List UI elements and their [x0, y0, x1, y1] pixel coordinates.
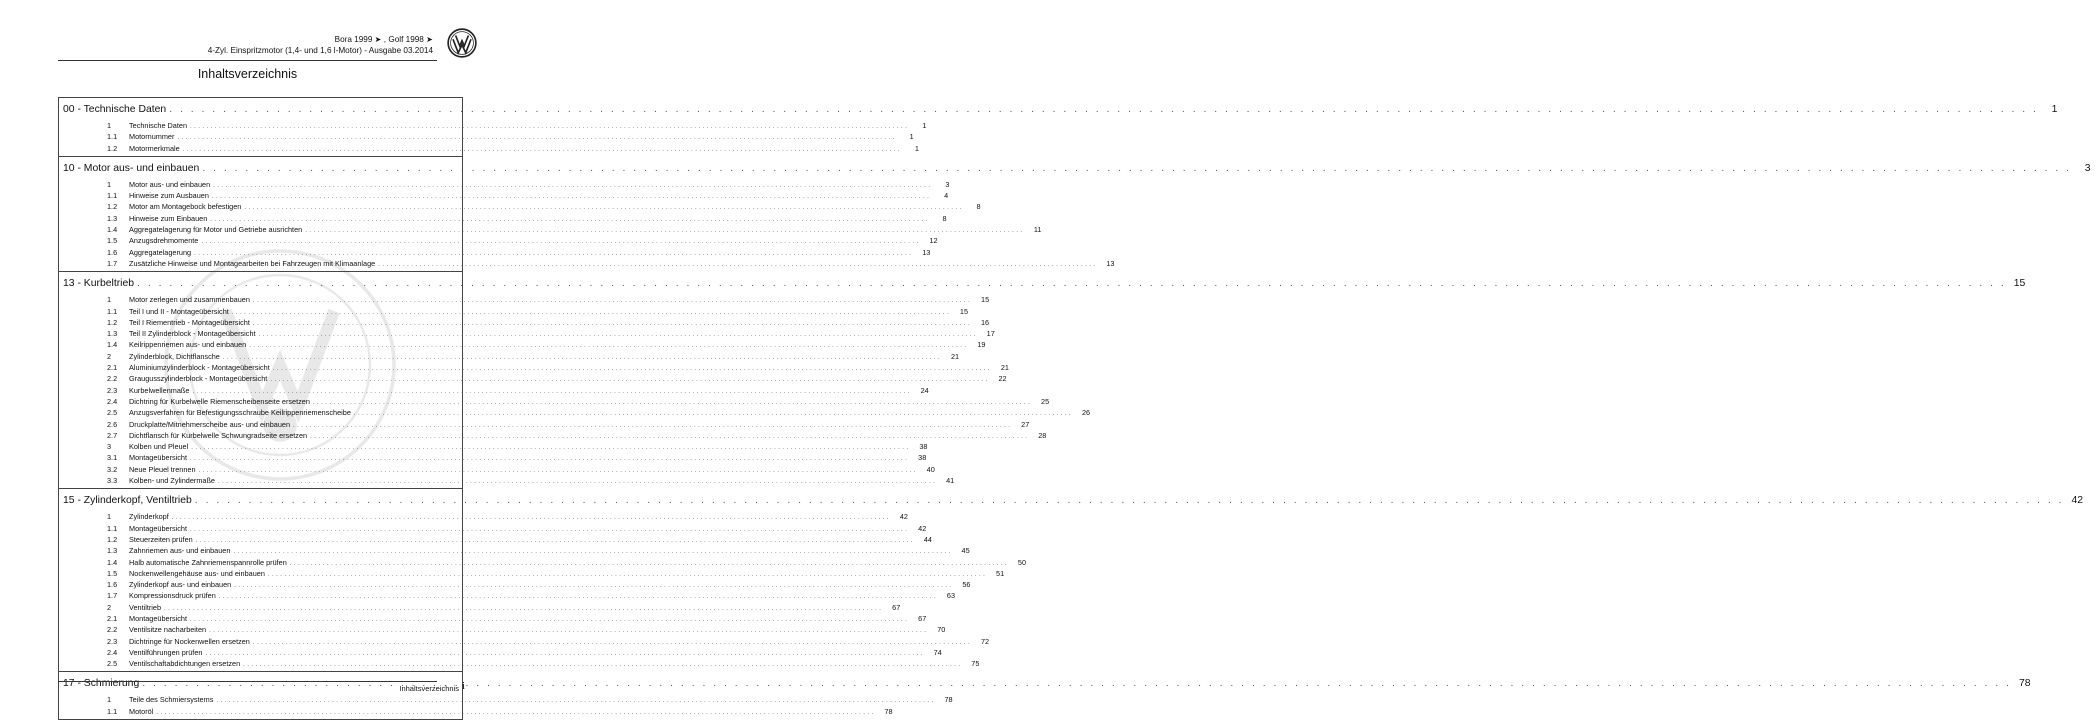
toc-entry-number: 2.4: [107, 647, 118, 657]
toc-section: [59, 489, 2084, 672]
toc-entry-number: 3.1: [107, 453, 118, 463]
toc-entry-title: Ventilsitze nacharbeiten: [129, 625, 207, 635]
toc-entry-title: Zylinderkopf: [129, 512, 169, 522]
toc-subentry[interactable]: [59, 557, 1027, 568]
toc-subentry[interactable]: [59, 247, 931, 258]
toc-entry-page: 1: [914, 143, 919, 153]
toc-section: [59, 157, 2091, 272]
toc-entry-page: 56: [962, 580, 971, 590]
toc-entry-page: 63: [946, 591, 956, 601]
toc-entry-page: 24: [920, 385, 929, 395]
dot-leader: [215, 477, 938, 488]
toc-entry-number: 1.3: [107, 329, 118, 339]
toc-entry-title: Dichtringe für Nockenwellen ersetzen: [129, 636, 250, 646]
toc-entry-number: 1.5: [107, 236, 118, 246]
toc-subentry[interactable]: [59, 534, 932, 545]
toc-entry-title: 13 - Kurbeltrieb: [63, 278, 135, 290]
toc-entry-title: Motor zerlegen und zusammenbauen: [129, 295, 250, 305]
header-info: [208, 34, 433, 56]
toc-entry-number: 2.1: [107, 363, 118, 373]
toc-entry-page: 67: [892, 602, 901, 612]
toc-subentry[interactable]: [59, 419, 1030, 430]
header-models: Bora 1999 ➤ , Golf 1998 ➤: [334, 35, 433, 44]
dot-leader: [134, 274, 2009, 294]
toc-entry-number: 1.6: [107, 580, 118, 590]
toc-subentry[interactable]: [59, 362, 1009, 373]
toc-entry-page: 1: [2051, 104, 2058, 115]
toc-chapter-entry[interactable]: [59, 602, 901, 613]
toc-entry-page: 42: [2071, 495, 2084, 507]
toc-entry-page: 38: [918, 453, 927, 463]
toc-entry-page: 25: [1041, 396, 1050, 406]
toc-subentry[interactable]: [59, 317, 990, 328]
toc-entry-title: Kompressionsdruck prüfen: [129, 591, 216, 601]
toc-entry-page: 50: [1017, 557, 1027, 567]
toc-entry-number: 3: [107, 442, 112, 452]
toc-entry-title: Kurbelwellenmaße: [129, 385, 190, 395]
toc-entry-title: Anzugsverfahren für Befestigungsschraube Keilrippenriemenscheibe: [129, 408, 351, 418]
toc-entry-page: 44: [923, 534, 932, 544]
toc-entry-title: Technische Daten: [129, 121, 188, 130]
toc-entry-page: 40: [926, 464, 935, 474]
toc-entry-page: 67: [918, 613, 927, 623]
toc-entry-title: Hinweise zum Ausbauen: [129, 191, 209, 201]
toc-entry-number: 1.2: [107, 534, 118, 544]
toc-entry-title: Aggregatelagerung: [129, 247, 192, 257]
toc-entry-page: 45: [961, 546, 970, 556]
toc-subentry[interactable]: [59, 452, 927, 463]
toc-entry-page: 15: [981, 295, 990, 305]
toc-entry-page: 4: [944, 191, 949, 201]
toc-subentry[interactable]: [59, 328, 995, 339]
toc-entry-number: 2.6: [107, 419, 118, 429]
toc-entry-number: 1.1: [107, 132, 118, 142]
toc-chapter-entry[interactable]: [59, 511, 908, 522]
toc-entry-number: 1.6: [107, 247, 118, 257]
toc-subentry[interactable]: [59, 624, 946, 635]
toc-entry-title: 10 - Motor aus- und einbauen: [63, 162, 200, 174]
toc-subentry[interactable]: [59, 201, 981, 212]
toc-subentry[interactable]: [59, 258, 1115, 269]
toc-subentry[interactable]: [59, 475, 955, 486]
toc-chapter-entry[interactable]: [59, 120, 927, 131]
toc-entry-page: 75: [971, 659, 980, 669]
toc-entry-title: Kolben- und Zylindermaße: [129, 476, 215, 486]
toc-entry-number: 1.7: [107, 258, 118, 268]
toc-entry-page: 17: [986, 329, 995, 339]
toc-chapter-entry[interactable]: [59, 294, 990, 305]
toc-section: [59, 98, 2058, 157]
toc-entry-number: 2.2: [107, 625, 118, 635]
toc-entry-page: 74: [933, 647, 942, 657]
toc-entry-title: Zahnriemen aus- und einbauen: [129, 546, 231, 556]
toc-entry-title: Keilrippenriemen aus- und einbauen: [129, 340, 247, 350]
dot-leader: [192, 491, 2067, 511]
toc-entry-page: 3: [2084, 162, 2091, 174]
toc-chapter-entry[interactable]: [59, 441, 928, 452]
toc-entry-title: Montageübersicht: [129, 613, 188, 623]
toc-entry-page: 12: [929, 236, 938, 246]
toc-entry-number: 1.4: [107, 557, 118, 567]
toc-entry-title: Motoröl: [129, 706, 154, 716]
toc-entry-number: 1.3: [107, 213, 118, 223]
toc-subentry[interactable]: [59, 235, 938, 246]
toc-entry-title: Teile des Schmiersystems: [129, 695, 214, 705]
toc-table: [58, 97, 2091, 720]
toc-entry-title: Ventilschaftabdichtungen ersetzen: [129, 659, 241, 669]
toc-entry-title: Druckplatte/Mitnehmerscheibe aus- und einbauen: [129, 419, 291, 429]
toc-entry-page: 72: [981, 636, 990, 646]
toc-entry-number: 1: [107, 512, 112, 522]
toc-section-heading[interactable]: [59, 159, 2091, 179]
toc-entry-number: 1.4: [107, 340, 118, 350]
toc-entry-page: 42: [899, 512, 908, 522]
toc-subentry[interactable]: [59, 407, 1091, 418]
toc-subentry[interactable]: [59, 590, 956, 601]
toc-entry-page: 1: [922, 121, 927, 130]
toc-entry-title: Teil I Riementrieb - Montageübersicht: [129, 317, 250, 327]
toc-entry-page: 13: [922, 247, 931, 257]
toc-entry-page: 78: [2018, 678, 2031, 690]
toc-entry-title: 17 - Schmierung: [63, 678, 140, 690]
toc-subentry[interactable]: [59, 658, 980, 669]
toc-entry-number: 2.3: [107, 636, 118, 646]
toc-entry-number: 1: [107, 179, 112, 189]
toc-entry-title: Aggregatelagerung für Motor und Getriebe ausrichten: [129, 225, 303, 235]
toc-subentry[interactable]: [59, 190, 949, 201]
page-title: Inhaltsverzeichnis: [197, 67, 298, 81]
toc-entry-page: 21: [950, 351, 960, 361]
toc-subentry[interactable]: [59, 131, 914, 142]
header-divider: [58, 60, 437, 61]
toc-entry-page: 21: [1000, 363, 1009, 373]
toc-entry-number: 2.3: [107, 385, 118, 395]
toc-subentry[interactable]: [59, 636, 990, 647]
toc-entry-title: Nockenwellengehäuse aus- und einbauen: [129, 568, 265, 578]
toc-chapter-entry[interactable]: [59, 694, 953, 705]
toc-entry-number: 2.7: [107, 430, 118, 440]
toc-entry-title: Steuerzeiten prüfen: [129, 534, 193, 544]
toc-entry-page: 16: [980, 317, 990, 327]
toc-entry-title: Motornummer: [129, 132, 175, 142]
toc-subentry[interactable]: [59, 396, 1050, 407]
toc-subentry[interactable]: [59, 385, 929, 396]
toc-entry-number: 1.2: [107, 143, 118, 153]
toc-subentry[interactable]: [59, 373, 1007, 384]
toc-subentry[interactable]: [59, 213, 947, 224]
toc-subentry[interactable]: [59, 647, 942, 658]
vw-logo-icon: [447, 28, 477, 58]
toc-entry-page: 26: [1082, 408, 1091, 418]
toc-entry-title: Montageübersicht: [129, 453, 188, 463]
toc-entry-number: 1: [107, 121, 112, 130]
toc-entry-page: 41: [946, 476, 955, 486]
toc-entry-title: Montageübersicht: [129, 523, 188, 533]
toc-entry-title: Hinweise zum Einbauen: [129, 213, 208, 223]
toc-entry-title: Kolben und Pleuel: [129, 442, 189, 452]
toc-entry-title: Motormerkmale: [129, 143, 180, 153]
toc-entry-title: Teil II Zylinderblock - Montageübersicht: [129, 329, 256, 339]
toc-entry-title: Dichtring für Kurbelwelle Riemenscheibenseite ersetzen: [129, 396, 310, 406]
dot-leader: [375, 260, 1098, 271]
toc-entry-number: 1: [107, 295, 112, 305]
toc-entry-title: Ventilführungen prüfen: [129, 647, 203, 657]
toc-entry-number: 2.2: [107, 374, 118, 384]
toc-section-heading[interactable]: [59, 100, 2058, 120]
toc-entry-page: 70: [937, 625, 946, 635]
toc-entry-page: 19: [977, 340, 986, 350]
toc-subentry[interactable]: [59, 579, 971, 590]
toc-entry-number: 3.3: [107, 476, 118, 486]
toc-entry-title: Anzugsdrehmomente: [129, 236, 199, 246]
toc-entry-title: Aluminiumzylinderblock - Montageübersicht: [129, 363, 270, 373]
toc-entry-number: 2.1: [107, 613, 118, 623]
toc-entry-page: 78: [884, 706, 893, 716]
toc-section: [59, 272, 2026, 489]
toc-entry-page: 15: [959, 306, 969, 316]
toc-entry-page: 38: [919, 442, 928, 452]
toc-subentry[interactable]: [59, 430, 1047, 441]
toc-entry-number: 2: [107, 351, 112, 361]
toc-entry-page: 22: [998, 374, 1007, 384]
toc-section-heading[interactable]: [59, 274, 2026, 294]
toc-subentry[interactable]: [59, 306, 969, 317]
toc-entry-number: 2: [107, 602, 112, 612]
toc-entry-number: 1.2: [107, 317, 118, 327]
toc-entry-page: 28: [1038, 430, 1047, 440]
toc-entry-page: 11: [1033, 225, 1042, 235]
toc-section: [59, 672, 2031, 719]
toc-subentry[interactable]: [59, 464, 935, 475]
toc-entry-number: 1.1: [107, 706, 118, 716]
dot-leader: [199, 159, 2074, 179]
toc-entry-title: Motor am Montagebock befestigen: [129, 202, 242, 212]
header-engine: 4-Zyl. Einspritzmotor (1,4- und 1,6 l-Motor) - Ausgabe 03.2014: [207, 46, 433, 55]
dot-leader: [180, 145, 903, 156]
toc-entry-number: 1.3: [107, 546, 118, 556]
toc-entry-number: 2.4: [107, 396, 118, 406]
toc-entry-title: Zusätzliche Hinweise und Montagearbeiten bei Fahrzeugen mit Klimaanlage: [129, 258, 376, 268]
toc-entry-page: 8: [942, 213, 947, 223]
toc-entry-page: 8: [976, 202, 981, 212]
toc-section-heading[interactable]: [59, 491, 2084, 511]
dot-leader: [153, 708, 876, 719]
toc-entry-page: 3: [945, 179, 950, 189]
toc-entry-page: 15: [2013, 278, 2026, 290]
toc-subentry[interactable]: [59, 706, 893, 717]
toc-chapter-entry[interactable]: [59, 179, 950, 190]
toc-entry-number: 2.5: [107, 408, 118, 418]
toc-subentry[interactable]: [59, 339, 986, 350]
dot-leader: [166, 100, 2041, 120]
toc-entry-number: 1.7: [107, 591, 118, 601]
toc-entry-number: 1.5: [107, 568, 118, 578]
toc-subentry[interactable]: [59, 545, 970, 556]
toc-entry-title: Neue Pleuel trennen: [129, 464, 196, 474]
toc-entry-title: Zylinderblock, Dichtflansche: [129, 351, 220, 361]
dot-leader: [240, 660, 963, 671]
toc-entry-title: Motor aus- und einbauen: [129, 179, 211, 189]
toc-entry-title: 00 - Technische Daten: [63, 104, 167, 115]
toc-entry-page: 78: [944, 695, 953, 705]
toc-entry-number: 3.2: [107, 464, 118, 474]
toc-entry-page: 51: [996, 568, 1005, 578]
toc-entry-number: 1.1: [107, 306, 118, 316]
footer-label: Inhaltsverzeichnis: [399, 684, 459, 693]
toc-entry-title: Teil I und II - Montageübersicht: [129, 306, 229, 316]
toc-entry-title: Ventiltrieb: [129, 602, 162, 612]
toc-subentry[interactable]: [59, 143, 919, 154]
toc-subentry[interactable]: [59, 224, 1042, 235]
toc-entry-page: 13: [1106, 258, 1115, 268]
toc-entry-title: Dichtflansch für Kurbelwelle Schwungradseite ersetzen: [129, 430, 308, 440]
toc-entry-number: 1: [107, 695, 112, 705]
toc-entry-page: 27: [1021, 419, 1030, 429]
toc-entry-number: 1.1: [107, 523, 118, 533]
toc-entry-number: 1.2: [107, 202, 118, 212]
toc-entry-number: 2.5: [107, 659, 118, 669]
toc-entry-title: Halb automatische Zahnriemenspannrolle prüfen: [129, 557, 287, 567]
footer-page-number: i: [461, 680, 465, 692]
toc-entry-number: 1.1: [107, 191, 118, 201]
toc-subentry[interactable]: [59, 568, 1005, 579]
toc-subentry[interactable]: [59, 523, 927, 534]
toc-entry-page: 42: [918, 523, 927, 533]
footer-divider: [58, 681, 437, 682]
toc-entry-title: 15 - Zylinderkopf, Ventiltrieb: [63, 495, 192, 507]
toc-entry-number: 1.4: [107, 225, 118, 235]
toc-subentry[interactable]: [59, 613, 927, 624]
toc-chapter-entry[interactable]: [59, 351, 960, 362]
toc-entry-title: Graugusszylinderblock - Montageübersicht: [129, 374, 268, 384]
toc-entry-page: 1: [909, 132, 914, 142]
toc-entry-title: Zylinderkopf aus- und einbauen: [129, 580, 232, 590]
